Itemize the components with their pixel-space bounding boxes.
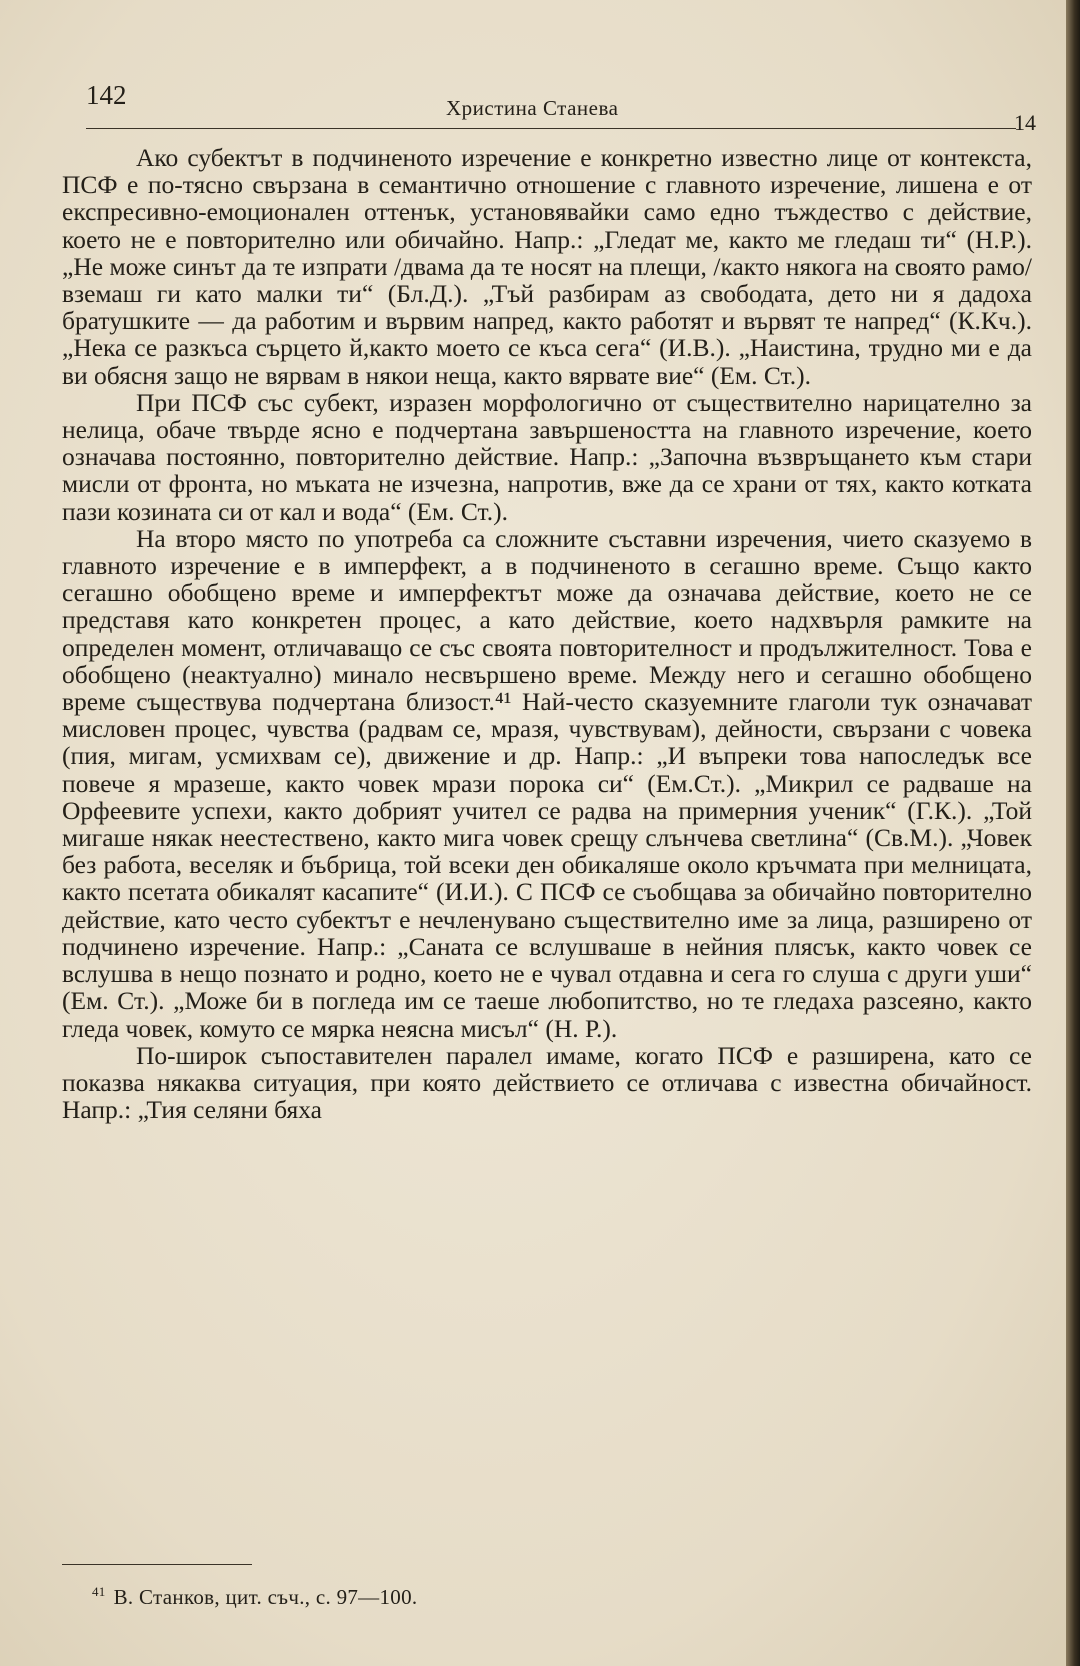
- footnote-rule: [62, 1564, 252, 1565]
- page-number: 142: [86, 80, 127, 110]
- header-rule: [86, 128, 1016, 129]
- edge-page-mark: 14: [1014, 110, 1036, 135]
- footnote-text: В. Станков, цит. съч., с. 97—100.: [113, 1585, 418, 1609]
- paragraph-4: По-широк съпоставителен паралел имаме, когато ПСФ е разширена, като се показва някаква ситуация, при която действието се отличава с известна обичайност. Напр.: „Тия селяни бяха: [62, 1040, 1032, 1125]
- footnote-number: 41: [92, 1584, 106, 1599]
- footnote: [92, 1584, 417, 1610]
- body-text: [62, 144, 1032, 1123]
- page-header: [86, 80, 1036, 135]
- running-head-author: Христина Станева: [446, 96, 619, 120]
- paragraph-3: На второ място по употреба са сложните съставни изречения, чието сказуемо в главното изречение е в имперфект, а в подчиненото в сегашно време. Също както сегашно обобщено време и имперфектът може да означава действие, което не се представя като конкретен процес, а като действие, което надхвърля рамките на определен момент, отличаващо се със своята повторителност и продължителност. Това е обобщено (неактуално) минало несвършено време. Между него и сегашно обобщено време съществува подчертана близост.⁴¹ Най-често сказуемните глаголи тук означават мисловен процес, чувства (радвам се, мразя, чувствувам), дейности, свързани с човека (пия, мигам, усмихвам се), движение и др. Напр.: „И въпреки това напоследък все повече я мразеше, както човек мрази порока си“ (Ем.Ст.). „Микрил се радваше на Орфеевите успехи, както добрият учител се радва на примерния ученик“ (Г.К.). „Той мигаше някак неестествено, както мига човек срещу слънчева светлина“ (Св.М.). „Човек без работа, веселяк и бъбрица, той всеки ден обикаляше около кръчмата при мелницата, както псетата обикалят касапите“ (И.И.). С ПСФ се съобщава за обичайно повторително действие, като често субектът е нечленувано съществително име за лица, разширено от подчинено изречение. Напр.: „Саната се вслушваше в нейния плясък, както човек се вслушва в нещо познато и родно, което не е чувал отдавна и сега го слуша с други уши“ (Ем. Ст.). „Може би в погледа им се таеше любопитство, но те гледаха разсеяно, както гледа човек, комуто се мярка неясна мисъл“ (Н. Р.).: [62, 523, 1032, 1043]
- book-spine-shadow: [1066, 0, 1080, 1666]
- paragraph-1: Ако субектът в подчиненото изречение е конкретно известно лице от контекста, ПСФ е по-тясно свързана в семантично отношение с главното изречение, лишена е от експресивно-емоционален оттенък, установявайки само едно тъждество с действие, което не е повторително или обичайно. Напр.: „Гледат ме, както ме гледаш ти“ (Н.Р.). „Не може синът да те изпрати /двама да те носят на плещи, /както някога на своято рамо/ вземаш ги като малки ти“ (Бл.Д.). „Тъй разбирам аз свободата, дето ни я дадоха братушките — да работим и вървим напред, както работят и вървят те напред“ (К.Кч.). „Нека се разкъса сърцето й,както моето се къса сега“ (И.В.). „Наистина, трудно ми е да ви обясня защо не вярвам в някои неща, както вярвате вие“ (Ем. Ст.).: [62, 143, 1032, 390]
- paragraph-2: При ПСФ със субект, изразен морфологично от съществително нарицателно за нелица, обаче твърде ясно е подчертана завършеността на главното изречение, което означава постоянно, повторително действие. Напр.: „Започна възвръщането към стари мисли от фронта, но мъката не изчезна, напротив, вже да се храни от тях, както котката пази козината си от кал и вода“ (Ем. Ст.).: [62, 387, 1032, 526]
